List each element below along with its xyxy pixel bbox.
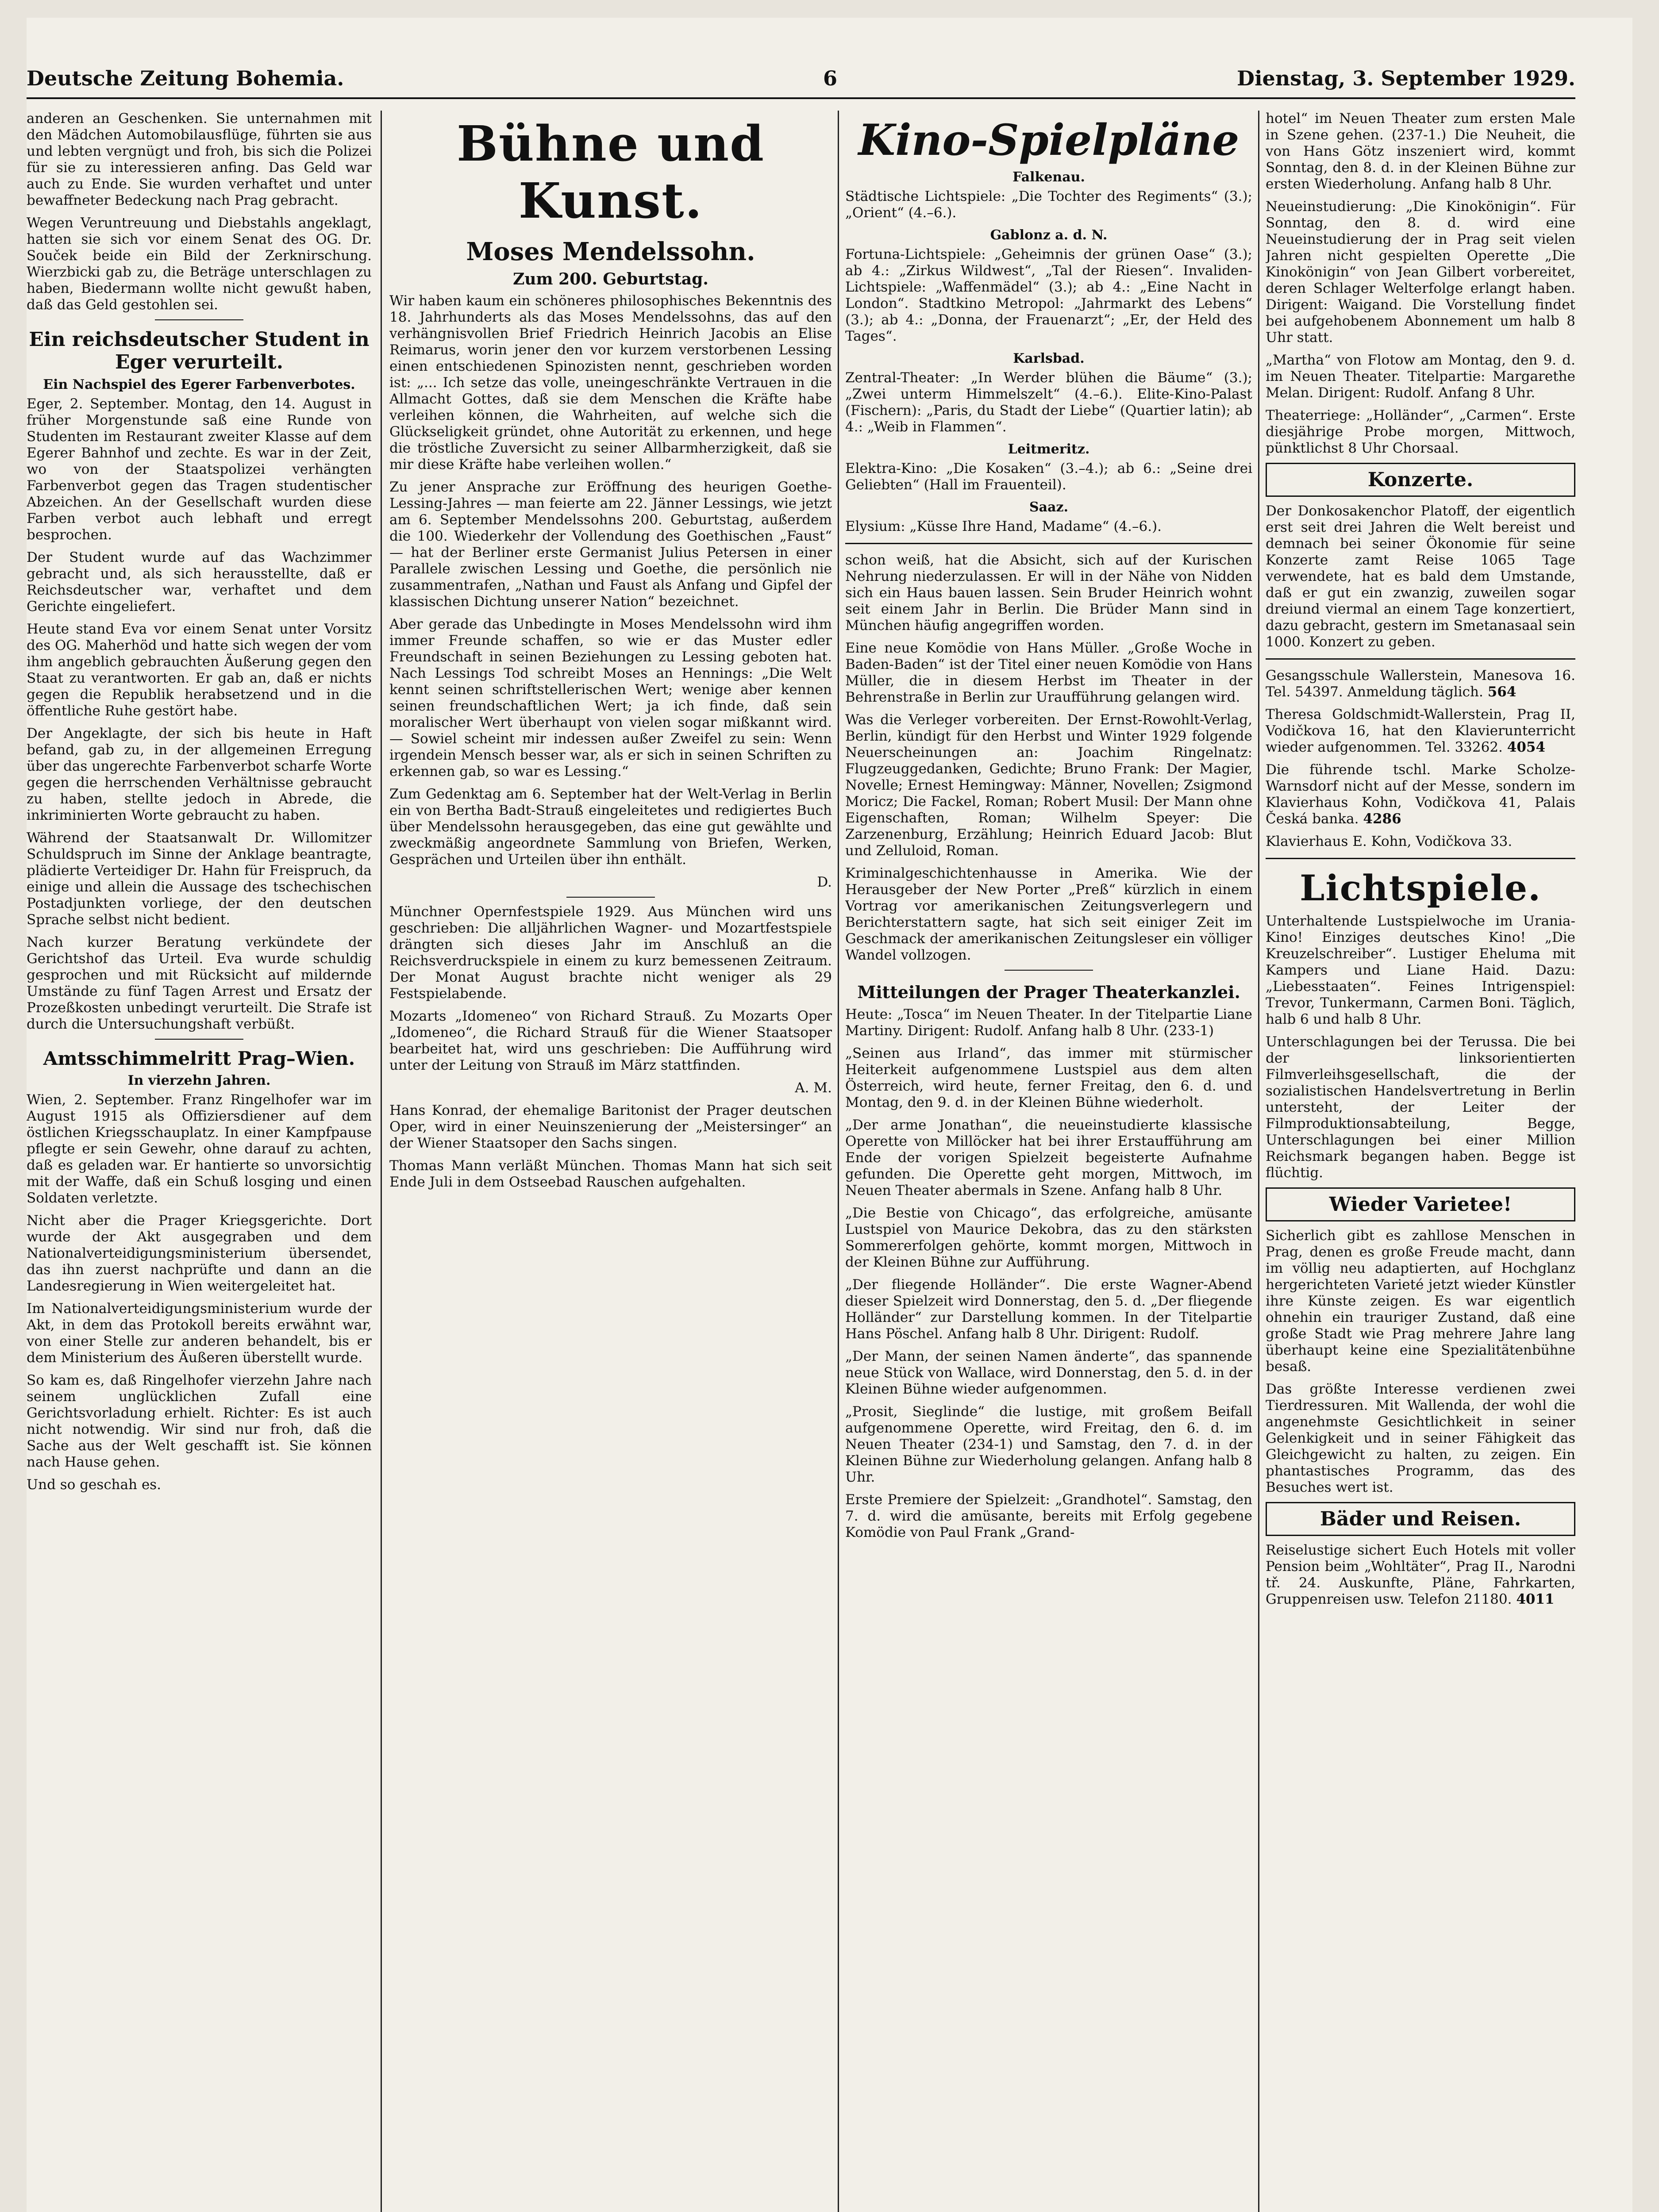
column-rule [1258, 111, 1259, 2212]
article-text: „Martha“ von Flotow am Montag, den 9. d. im Neuen Theater. Titelpartie: Margarethe Melan. Dirigent: Rudolf. Anfang 8 Uhr. [1266, 352, 1575, 401]
paper-name: Deutsche Zeitung Bohemia. [27, 66, 344, 90]
column-rule [381, 111, 382, 2212]
column-4 [1266, 111, 1575, 2212]
section-title-theaterkanzlei: Mitteilungen der Prager Theaterkanzlei. [857, 982, 1240, 1002]
column-1 [27, 111, 372, 2212]
section-box-konzerte [1266, 463, 1575, 497]
ad-number: 4054 [1507, 739, 1546, 755]
section-title-kino: Kino-Spielpläne [858, 115, 1239, 165]
headline-mendelssohn: Moses Mendelssohn. [466, 237, 755, 266]
district-name: Karlsbad. [1013, 351, 1085, 366]
district-program: Fortuna-Lichtspiele: „Geheimnis der grünen Oase“ (3.); ab 4.: „Zirkus Wildwest“, „Tal der Riesen“. Invaliden-Lichtspiele: „Waffenmädel“ (3.); ab 4.: „Eine Nacht in London“. Stadtkino Metropol: „Jahrmarkt des Lebens“ (3.); ab 4.: „Donna, der Frauenarzt“; „Er, der Held des Tages“. [845, 246, 1252, 344]
divider [1005, 970, 1093, 971]
district-name: Gablonz a. d. N. [990, 227, 1108, 243]
section-box-varietee [1266, 1187, 1575, 1221]
divider [845, 543, 1252, 544]
article-text: Thomas Mann verläßt München. Thomas Mann hat sich seit Ende Juli in dem Ostseebad Rauschen aufgehalten. [389, 1158, 832, 1190]
article-text: „Die Bestie von Chicago“, das erfolgreiche, amüsante Lustspiel von Maurice Dekobra, das zu den stärksten Sommererfolgen gehörte, kommt morgen, Mittwoch in der Kleinen Bühne zur Aufführung. [845, 1205, 1252, 1270]
divider [566, 897, 655, 898]
divider [155, 319, 243, 320]
kino-listings [845, 169, 1252, 535]
issue-date: Dienstag, 3. September 1929. [1237, 66, 1575, 90]
ad-text [1266, 833, 1575, 850]
subheadline: In vierzehn Jahren. [127, 1073, 271, 1088]
ad-number: 4011 [1516, 1591, 1555, 1607]
article-text: Der Donkosakenchor Platoff, der eigentlich erst seit drei Jahren die Welt bereist und demnach bei seiner Ökonomie für seine Konzerte zamt Reise 1065 Tage verwendete, hat es bald dem Umstande, daß er gut ein zwanzig, zuweilen sogar dreiund viermal an einem Tage konzertiert, dazu gebracht, gestern im Smetanasaal sein 1000. Konzert zu geben. [1266, 503, 1575, 650]
article-text: Erste Premiere der Spielzeit: „Grandhotel“. Samstag, den 7. d. wird die amüsante, bereits mit Erfolg gegebene Komödie von Paul Frank „Grand- [845, 1492, 1252, 1540]
divider [1266, 858, 1575, 859]
article-text: Nach kurzer Beratung verkündete der Gerichtshof das Urteil. Eva wurde schuldig gesprochen und mit Rücksicht auf mildernde Umstände zu fünf Tagen Arrest und Ersatz der Prozeßkosten unbedingt verurteilt. Die Strafe ist durch die Untersuchungshaft verbüßt. [27, 934, 372, 1032]
subheadline: Ein Nachspiel des Egerer Farbenverbotes. [43, 377, 355, 392]
ad-body: Die führende tschl. Marke Scholze-Warnsdorf nicht auf der Messe, sondern im Klavierhaus Kohn, Vodičkova 41, Palais Česká banka. [1266, 762, 1575, 827]
article-text: Theaterriege: „Holländer“, „Carmen“. Erste diesjährige Probe morgen, Mittwoch, pünktlichst 8 Uhr Chorsaal. [1266, 407, 1575, 456]
ad-text [1266, 762, 1575, 827]
page-number: 6 [823, 66, 838, 90]
headline-student: Ein reichsdeutscher Student in Eger verurteilt. [29, 328, 370, 373]
author-sign: D. [817, 874, 832, 890]
article-text: Münchner Opernfestspiele 1929. Aus München wird uns geschrieben: Die alljährlichen Wagner- und Mozartfestspiele drängten sich dieses Jahr im Anschluß an die Reichsverdruckspiele in einem zu kurz bemessenen Zeitraum. Der Monat August brachte nicht weniger als 29 Festspielabende. [389, 904, 832, 1002]
article-text: Unterschlagungen bei der Terussa. Die bei der linksorientierten Filmverleihsgesellschaft, die der sozialistischen Handelsvertretung in Berlin untersteht, der Leiter der Filmproduktionsabteilung, Begge, Unterschlagungen bei einer Million Reichsmark begangen haben. Begge ist flüchtig. [1266, 1034, 1575, 1181]
article-text: Eine neue Komödie von Hans Müller. „Große Woche in Baden-Baden“ ist der Titel einer neuen Komödie von Hans Müller, die in diesem Herbst im Theater in der Behrenstraße in Berlin zur Uraufführung gelangen wird. [845, 640, 1252, 705]
article-text: Eger, 2. September. Montag, den 14. August in früher Morgenstunde saß eine Runde von Studenten im Restaurant zweiter Klasse auf dem Egerer Bahnhof und zechte. Es war in der Zeit, wo von der Staatspolizei verhängten Farbenverbot gegen das Tragen studentischer Abzeichen. An der Gesellschaft wurden diese Farben verbot auch lebhaft und erregt besprochen. [27, 396, 372, 543]
article-text: Mozarts „Idomeneo“ von Richard Strauß. Zu Mozarts Oper „Idomeneo“, die Richard Strauß für die Wiener Staatsoper bearbeitet hat, wird uns geschrieben: Die Aufführung wird unter der Leitung von Strauß im März stattfinden. [389, 1008, 832, 1073]
article-text: Unterhaltende Lustspielwoche im Urania-Kino! Einziges deutsches Kino! „Die Kreuzelschreiber“. Lustiger Eheluma mit Kampers und Liane Haid. Dazu: „Liebesstaaten“. Feines Intrigenspiel: Trevor, Tunkermann, Carmen Boni. Täglich, halb 6 und halb 8 Uhr. [1266, 913, 1575, 1027]
page-header [27, 66, 1575, 99]
article-text: Der Angeklagte, der sich bis heute in Haft befand, gab zu, in der allgemeinen Erregung über das ungerechte Farbenverbot scharfe Worte gegen die herrschenden Verhältnisse gebraucht zu haben, stellte jedoch in Abrede, die inkriminierten Worte gebraucht zu haben. [27, 726, 372, 823]
classified-ads [1266, 668, 1575, 850]
divider [1266, 658, 1575, 660]
section-title-konzerte: Konzerte. [1367, 469, 1474, 491]
ad-body: Theresa Goldschmidt-Wallerstein, Prag II, Vodičkova 16, hat den Klavierunterricht wieder aufgenommen. Tel. 33262. [1266, 707, 1575, 755]
district-program: Elysium: „Küsse Ihre Hand, Madame“ (4.–6.). [845, 518, 1162, 534]
article-text: Zu jener Ansprache zur Eröffnung des heurigen Goethe-Lessing-Jahres — man feierte am 22. Jänner Lessings, wie jetzt am 6. September Mendelssohns 200. Geburtstag, außerdem die 100. Wiederkehr der Vollendung des Goethischen „Faust“ — hat der Berliner erste Germanist Julius Petersen in einer Parallele zwischen Lessing und Goethe, die persönlich nie zusammentrafen, „Nathan und Faust als Anfang und Gipfel der klassischen Dichtung unserer Nation“ bezeichnet. [389, 479, 832, 610]
district-program: Zentral-Theater: „In Werder blühen die Bäume“ (3.); „Zwei unterm Himmelszelt“ (4.–6.). Elite-Kino-Palast (Fischern): „Paris, du Stadt der Liebe“ (Quartier latin); ab 4.: „Weib in Flammen“. [845, 370, 1252, 435]
subheadline: Zum 200. Geburtstag. [513, 270, 708, 288]
section-box-baeder [1266, 1502, 1575, 1536]
ad-text [1266, 707, 1575, 756]
ad-number: 564 [1487, 684, 1517, 700]
ad-body: Gesangsschule Wallerstein, Manesova 16. Tel. 54397. Anmeldung täglich. [1266, 668, 1575, 700]
headline-amtsschimmel: Amtsschimmelritt Prag–Wien. [43, 1048, 355, 1069]
article-text: Während der Staatsanwalt Dr. Willomitzer Schuldspruch im Sinne der Anklage beantragte, plädierte Verteidiger Dr. Hahn für Freispruch, da einige und allein die Aussage des tschechischen Postadjunkten vorliege, der den deutschen Sprache selbst nicht bedient. [27, 830, 372, 928]
article-text: Sicherlich gibt es zahllose Menschen in Prag, denen es große Freude macht, dann im völlig neu adaptierten, auf Hochglanz hergerichteten Varieté jetzt wieder Künstler ihre Künste zeigen. Es war eigentlich ohnehin ein trauriger Zustand, daß eine große Stadt wie Prag mehrere Jahre lang überhaupt keine eine Spezialitätenbühne besaß. [1266, 1228, 1575, 1375]
ad-text [1266, 668, 1575, 700]
section-title-buehne: Bühne und Kunst. [456, 115, 765, 229]
article-text: „Seinen aus Irland“, das immer mit stürmischer Heiterkeit aufgenommene Lustspiel aus dem alten Österreich, wird heute, ferner Freitag, den 6. d. und Montag, den 9. d. in der Kleinen Bühne wiederholt. [845, 1045, 1252, 1110]
column-3 [845, 111, 1252, 2212]
ad-number: 4286 [1363, 811, 1401, 827]
article-text: Wir haben kaum ein schöneres philosophisches Bekenntnis des 18. Jahrhunderts als das Moses Mendelssohns, das auf den verhängnisvollen Brief Friedrich Heinrich Jacobis an Elise Reimarus, worin jener den vor kurzem verstorbenen Lessing einen entschiedenen Spinozisten nennt, geschrieben worden ist: „... Ich setze das volle, uneingeschränkte Vertrauen in die Allmacht Gottes, daß sie dem Menschen die Kräfte habe verleihen können, die Wahrheiten, auf welche sich die Glückseligkeit gründet, ohne Autorität zu erkennen, und hege die tröstliche Zuversicht zu seiner Allbarmherzigkeit, daß sie mir diese Kräfte habe verleihen wollen.“ [389, 293, 832, 472]
article-text: schon weiß, hat die Absicht, sich auf der Kurischen Nehrung niederzulassen. Er will in der Nähe von Nidden sich ein Haus bauen lassen. Sein Bruder Heinrich wohnt seit einem Jahr in Berlin. Die Brüder Mann sind in München häufig angegriffen worden. [845, 552, 1252, 634]
article-text: Kriminalgeschichtenhausse in Amerika. Wie der Herausgeber der New Porter „Preß“ kürzlich in einem Vortrag vor amerikanischen Zeitungsverlegern und Berichterstattern sagte, hat sich seit einiger Zeit im Geschmack der amerikanischen Zeitungsleser ein völliger Wandel vollzogen. [845, 865, 1252, 963]
district-name: Leitmeritz. [1008, 442, 1090, 457]
article-text: Hans Konrad, der ehemalige Baritonist der Prager deutschen Oper, wird in einer Neuinszenierung der „Meistersinger“ an der Wiener Staatsoper den Sachs singen. [389, 1102, 832, 1151]
article-text: Der Student wurde auf das Wachzimmer gebracht und, als sich herausstellte, daß er Reichsdeutscher war, verhaftet und dem Gerichte eingeliefert. [27, 549, 372, 614]
section-title-lichtspiele: Lichtspiele. [1300, 867, 1541, 909]
article-text: Aber gerade das Unbedingte in Moses Mendelssohn wird ihm immer Freunde schaffen, so wie er das Muster edler Freundschaft in seinen Beziehungen zu Lessing geboten hat. Nach Lessings Tod schreibt Moses an Hennings: „Die Welt kennt seinen schriftstellerischen Wert; wenige aber kennen seinen freundschaftlichen Wert; ja ich finde, daß sein moralischer Wert überhaupt von vielen sogar mißkannt wird. — Sowiel scheint mir indessen außer Zweifel zu sein: Wenn irgendein Mensch besser war, als er sich in seinen Schriften zu erkennen gab, so war es Lessing.“ [389, 616, 832, 780]
article-text: Im Nationalverteidigungsministerium wurde der Akt, in dem das Protokoll bereits erwähnt war, von einer Stelle zur anderen behandelt, bis er dem Ministerium des Äußeren überstellt wurde. [27, 1301, 372, 1366]
article-text: Wegen Veruntreuung und Diebstahls angeklagt, hatten sie sich vor einem Senat des OG. Dr. Souček beide ein Bild der Zerknirschung. Wierzbicki gab zu, die Beträge unterschlagen zu haben, Biedermann wollte nicht gewußt haben, daß das Geld gestohlen sei. [27, 215, 372, 313]
section-title-varietee: Wieder Varietee! [1329, 1193, 1512, 1216]
ad-body: Klavierhaus E. Kohn, Vodičkova 33. [1266, 833, 1513, 849]
article-text: „Der Mann, der seinen Namen änderte“, das spannende neue Stück von Wallace, wird Donnerstag, den 5. d. in der Kleinen Bühne wieder aufgenommen. [845, 1348, 1252, 1397]
article-text: Neueinstudierung: „Die Kinokönigin“. Für Sonntag, den 8. d. wird eine Neueinstudierung der in Prag seit vielen Jahren nicht gespielten Operette „Die Kinokönigin“ von Jean Gilbert vorbereitet, deren Schlager Welterfolge erlangt haben. Dirigent: Waigand. Die Vorstellung findet bei aufgehobenem Abonnement um halb 8 Uhr statt. [1266, 199, 1575, 346]
ad-body: Reiselustige sichert Euch Hotels mit voller Pension beim „Wohltäter“, Prag II., Narodni tř. 24. Auskunfte, Pläne, Fahrkarten, Gruppenreisen usw. Telefon 21180. [1266, 1542, 1575, 1607]
article-text: Zum Gedenktag am 6. September hat der Welt-Verlag in Berlin ein von Bertha Badt-Strauß eingeleitetes und redigiertes Buch über Mendelssohn herausgegeben, das eine gut gewählte und zweckmäßig angeordnete Sammlung von Briefen, Werken, Gesprächen und Urteilen über ihn enthält. [389, 786, 832, 868]
article-text: Nicht aber die Prager Kriegsgerichte. Dort wurde der Akt ausgegraben und dem Nationalverteidigungsministerium übersendet, das ihn zuerst nachprüfte und dann an die Landesregierung in Wien weitergeleitet hat. [27, 1213, 372, 1294]
divider [155, 1039, 243, 1040]
article-text: Das größte Interesse verdienen zwei Tierdressuren. Mit Wallenda, der wohl die angenehmste Gesichtlichkeit in seiner Gelenkigkeit und in seiner Fähigkeit das Gleichgewicht zu halten, zu zeigen. Ein phantastisches Programm, das des Besuches wert ist. [1266, 1381, 1575, 1495]
district-program: Städtische Lichtspiele: „Die Tochter des Regiments“ (3.); „Orient“ (4.–6.). [845, 188, 1252, 221]
district-name: Falkenau. [1012, 169, 1085, 185]
article-text: „Prosit, Sieglinde“ die lustige, mit großem Beifall aufgenommene Operette, wird Freitag, den 6. d. im Neuen Theater (234-1) und Samstag, den 7. d. in der Kleinen Bühne zur Wiederholung gelangen. Anfang halb 8 Uhr. [845, 1404, 1252, 1485]
author-sign: A. M. [795, 1080, 832, 1096]
article-text: Heute: „Tosca“ im Neuen Theater. In der Titelpartie Liane Martiny. Dirigent: Rudolf. Anfang halb 8 Uhr. (233-1) [845, 1006, 1252, 1039]
district-program: Elektra-Kino: „Die Kosaken“ (3.–4.); ab 6.: „Seine drei Geliebten“ (Hall im Frauenteil). [845, 461, 1252, 493]
article-text: Heute stand Eva vor einem Senat unter Vorsitz des OG. Maherhöd und hatte sich wegen der vom ihm angeblich gebrauchten Äußerung gegen den Staat zu verantworten. Er gab an, daß er nichts gegen die Republik herabsetzend und in die öffentliche Ruhe gestört habe. [27, 621, 372, 719]
article-text: Was die Verleger vorbereiten. Der Ernst-Rowohlt-Verlag, Berlin, kündigt für den Herbst und Winter 1929 folgende Neuerscheinungen an: Joachim Ringelnatz: Flugzeuggedanken, Gedichte; Bruno Frank: Der Magier, Novelle; Ernest Hemingway: Männer, Novellen; Zsigmond Moricz; Die Fackel, Roman; Robert Musil: Der Mann ohne Eigenschaften, Roman; Wilhelm Speyer: Die Zarzenenburg, Erzählung; Heinrich Eduard Jacob: Blut und Zelluloid, Roman. [845, 712, 1252, 859]
ad-text [1266, 1542, 1575, 1608]
article-text: anderen an Geschenken. Sie unternahmen mit den Mädchen Automobilausflüge, führten sie aus und lebten vergnügt und froh, bis sich die Polizei für sie zu interessieren anfing. Das Geld war auch zu Ende. Sie wurden verhaftet und unter bewaffneter Bedeckung nach Prag gebracht. [27, 111, 372, 208]
column-rule [838, 111, 839, 2212]
column-2 [389, 111, 832, 2212]
article-text: hotel“ im Neuen Theater zum ersten Male in Szene gehen. (237-1.) Die Neuheit, die von Hans Götz inszeniert wird, kommt Sonntag, den 8. d. in der Kleinen Bühne zur ersten Wiederholung. Anfang halb 8 Uhr. [1266, 111, 1575, 192]
article-text: „Der arme Jonathan“, die neueinstudierte klassische Operette von Millöcker hat bei ihrer Erstaufführung am Ende der vorigen Spielzeit begeisterte Aufnahme gefunden. Die Operette geht morgen, Mittwoch, im Neuen Theater abermals in Szene. Anfang halb 8 Uhr. [845, 1117, 1252, 1198]
article-text: „Der fliegende Holländer“. Die erste Wagner-Abend dieser Spielzeit wird Donnerstag, den 5. d. „Der fliegende Holländer“ zur Darstellung kommen. In der Titelpartie Hans Pöschel. Anfang halb 8 Uhr. Dirigent: Rudolf. [845, 1277, 1252, 1342]
article-text: So kam es, daß Ringelhofer vierzehn Jahre nach seinem unglücklichen Zufall eine Gerichtsvorladung erhielt. Richter: Es ist auch nicht notwendig. Wir sind nur froh, daß die Sache aus der Welt geschafft ist. Sie können nach Hause gehen. [27, 1372, 372, 1470]
article-text: Wien, 2. September. Franz Ringelhofer war im August 1915 als Offiziersdiener auf dem östlichen Kriegsschauplatz. In einer Kampfpause pflegte er sein Gewehr, ohne darauf zu achten, daß es geladen war. Er hantierte so unvorsichtig mit der Waffe, daß ein Schuß losging und einen Soldaten verletzte. [27, 1092, 372, 1206]
article-text: Und so geschah es. [27, 1477, 162, 1493]
section-title-baeder: Bäder und Reisen. [1320, 1508, 1521, 1530]
district-name: Saaz. [1029, 499, 1069, 515]
